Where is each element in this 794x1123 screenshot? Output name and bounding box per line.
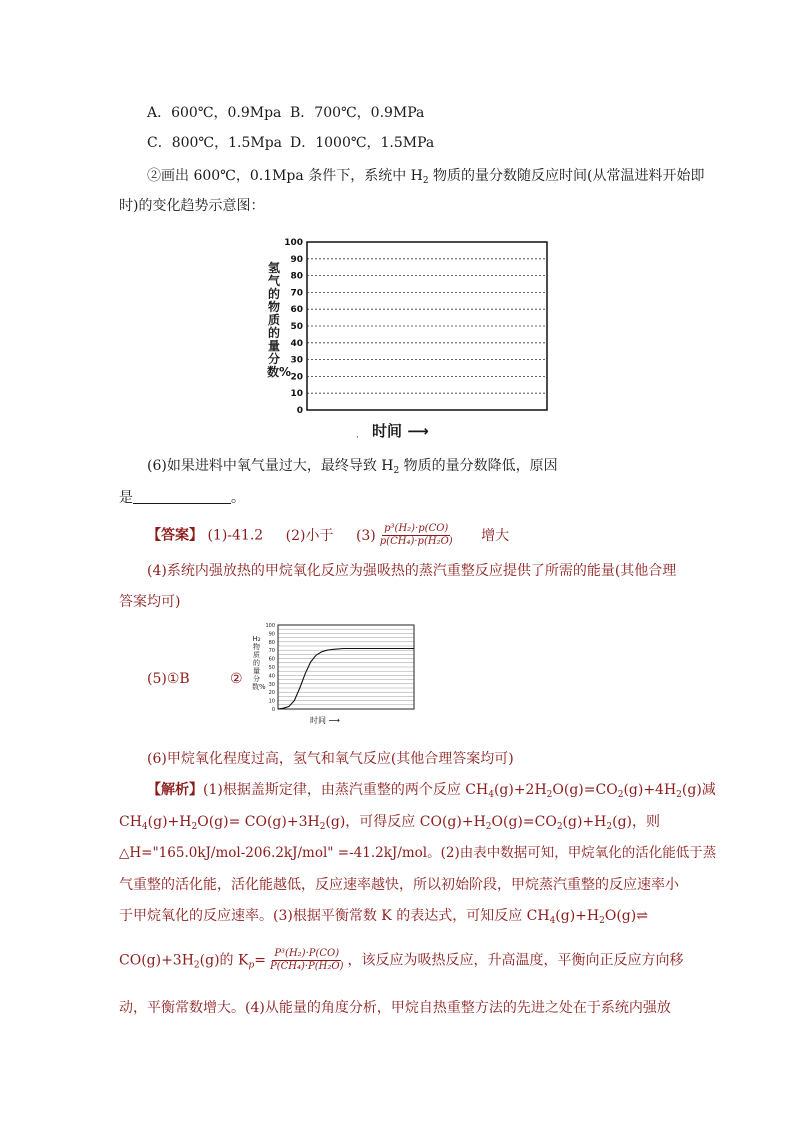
- chart-answer-tick-label: 40: [268, 673, 275, 680]
- answer-5-2: ②: [230, 671, 243, 687]
- chart-empty-tick-label: 10: [290, 389, 303, 400]
- option-c: C．800℃，1.5Mpa: [147, 135, 283, 151]
- chart-empty-xlabel: 时间 ⟶: [372, 422, 429, 440]
- chart-empty: [262, 232, 562, 442]
- chart-answer-xlabel: 时间 ⟶: [310, 716, 341, 725]
- analysis-line7: 动，平衡常数增大。(4)从能量的角度分析，甲烷自热重整方法的先进之处在于系统内强放: [119, 1000, 671, 1016]
- chart-answer-ylabel: H₂物质的量分数%: [252, 635, 266, 691]
- analysis-line1: 【解析】(1)根据盖斯定律，由蒸汽重整的两个反应 $CH_4(g)+2H_2O(g)=CO_2(g)+4H_2(g)$减: [147, 782, 716, 800]
- chart-answer-tick-label: 20: [268, 690, 275, 697]
- chart-empty-tick-label: 100: [284, 238, 303, 248]
- chart-empty-tick-label: 50: [290, 322, 303, 332]
- analysis-line4: 气重整的活化能，活化能越低，反应速率越快，所以初始阶段，甲烷蒸汽重整的反应速率小: [119, 877, 679, 893]
- answer-label: 【答案】: [147, 527, 203, 544]
- stray-dot: ·: [356, 433, 359, 443]
- chart-answer-tick-label: 30: [268, 681, 275, 688]
- chart-empty-ylabel: 氢气的物质的量分数%: [267, 261, 292, 379]
- answer-4-line2: 答案均可): [119, 594, 181, 610]
- analysis-line3: △H="165.0kJ/mol-206.2kJ/mol" =-41.2kJ/mol。(2)由表中数据可知，甲烷氧化的活化能低于蒸: [119, 845, 717, 861]
- analysis-line5: 于甲烷氧化的反应速率。(3)根据平衡常数 K 的表达式，可知反应 $CH_4(g)+H_2O(g)\rightleftharpoons$: [119, 908, 648, 926]
- chart-empty-tick-label: 20: [290, 372, 303, 383]
- analysis-line6: $CO(g)+3H_2(g)$的 $K_p=$ $\frac{\text{P³(H₂)·P(CO)}}{\text{P(CH₄)·P(H₂O)}}$ ，该反应为吸热反应，升高温度，平衡向正反应方向移: [119, 948, 684, 972]
- chart-empty-tick-label: 0: [296, 406, 303, 416]
- analysis-line2: $CH_4(g)+H_2O(g)= CO(g)+3H_2(g)$，可得反应 $CO(g)+H_2O(g)=CO_2(g)+H_2(g)$，则: [119, 814, 660, 832]
- chart-answer-tick-label: 70: [268, 648, 275, 655]
- chart-answer: [250, 617, 420, 727]
- chart-empty-tick-label: 30: [290, 355, 303, 366]
- q5-2-line2: 时)的变化趋势示意图：: [119, 198, 265, 214]
- chart-answer-series-line: [278, 649, 414, 710]
- option-a: A．600℃，0.9Mpa: [147, 105, 282, 121]
- answer-line1: 【答案】 (1)-41.2 (2)小于 (3) $\frac{\text{p³(H₂)·p(CO)}}{\text{p(CH₄)·p(H₂O)}}$ 增大: [147, 523, 510, 547]
- option-b: B．700℃，0.9MPa: [290, 105, 425, 121]
- answer-4-line1: (4)系统内强放热的甲烷氧化反应为强吸热的蒸汽重整反应提供了所需的能量(其他合理: [147, 563, 677, 579]
- answer-blank[interactable]: [133, 489, 231, 504]
- chart-answer-tick-label: 90: [268, 631, 275, 638]
- chart-answer-tick-label: 10: [268, 698, 275, 705]
- chart-empty-tick-label: 80: [290, 271, 303, 282]
- chart-answer-tick-label: 80: [268, 639, 275, 646]
- chart-answer-tick-label: 100: [265, 623, 275, 629]
- chart-answer-tick-label: 50: [268, 665, 275, 671]
- q5-2-line1: ②画出 600℃，0.1Mpa 条件下，系统中 $H_2$ 物质的量分数随反应时间(从常温进料开始即: [147, 168, 705, 186]
- chart-answer-tick-label: 0: [271, 707, 275, 713]
- q6-line2: 是 。: [119, 490, 245, 506]
- chart-empty-tick-label: 90: [290, 254, 303, 265]
- option-d: D．1000℃，1.5MPa: [290, 135, 435, 151]
- chart-empty-tick-label: 40: [290, 338, 303, 349]
- chart-answer-svg: [250, 617, 420, 717]
- chart-answer-tick-label: 60: [268, 656, 275, 663]
- q6-line1: (6)如果进料中氧气量过大，最终导致 $H_2$ 物质的量分数降低，原因: [147, 458, 558, 476]
- chart-empty-svg: [262, 232, 562, 417]
- answer-5-1: (5)①B: [147, 671, 190, 687]
- chart-empty-tick-label: 60: [290, 305, 303, 316]
- chart-empty-tick-label: 70: [290, 288, 303, 299]
- answer-6: (6)甲烷氧化程度过高，氢气和氧气反应(其他合理答案均可): [147, 751, 514, 767]
